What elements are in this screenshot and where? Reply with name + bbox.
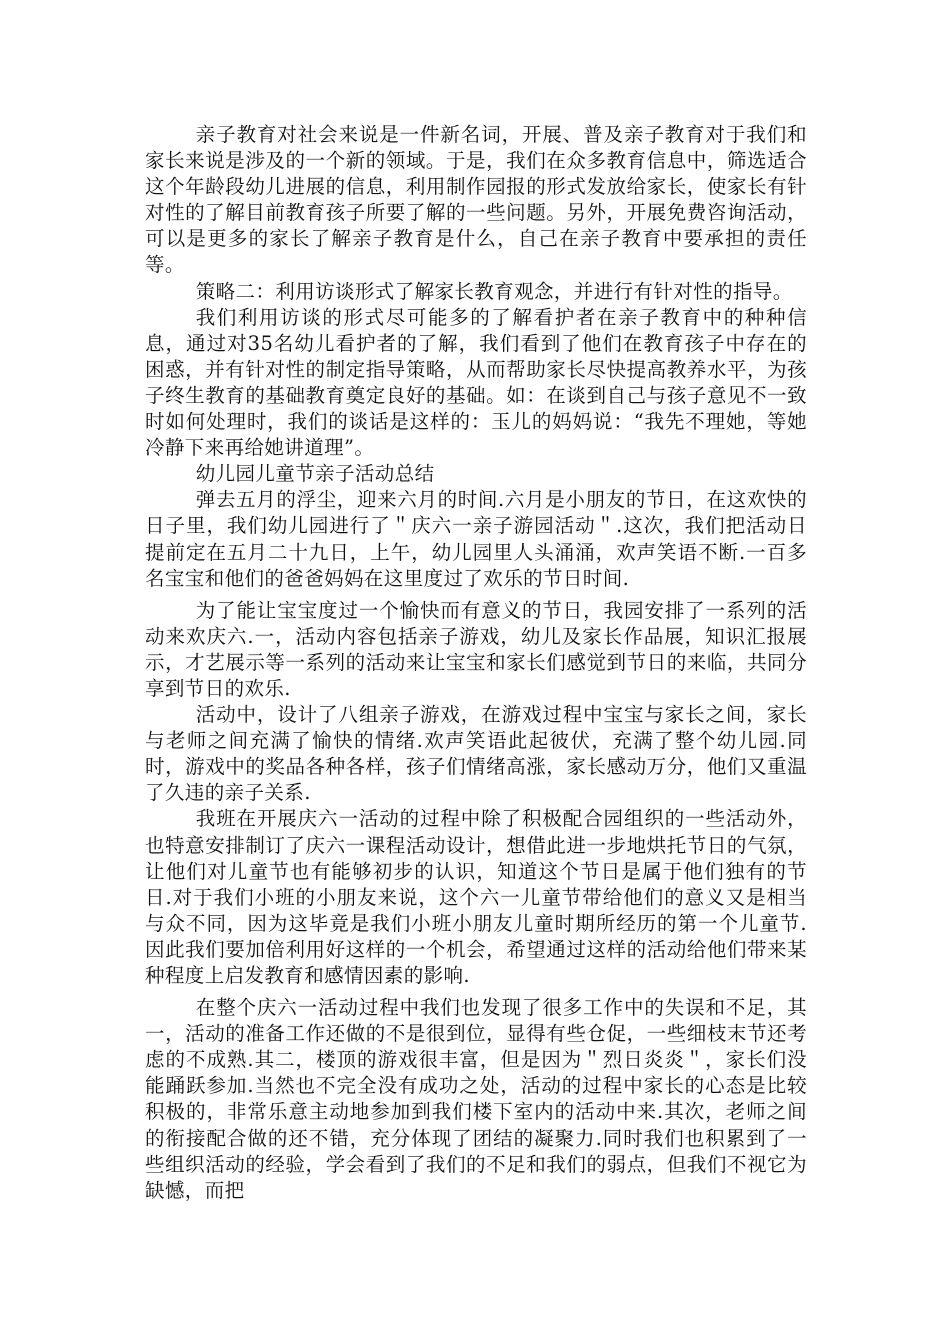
paragraph-class-activities: 我班在开展庆六一活动的过程中除了积极配合园组织的一些活动外，也特意安排制订了庆六一课程活动设计，想借此进一步地烘托节日的气氛，让他们对儿童节也有能够初步的认识，知道这个节日是属于他们独有的节日.对于我们小班的小朋友来说，这个六一儿童节带给他们的意义又是相当与众不同，因为这毕竟是我们小班小朋友儿童时期所经历的第一个儿童节.因此我们要加倍利用好这样的一个机会，希望通过这样的活动给他们带来某种程度上启发教育和感情因素的影响. <box>145 807 807 987</box>
document-body <box>145 122 807 1204</box>
paragraph-reflection: 在整个庆六一活动过程中我们也发现了很多工作中的失误和不足，其一，活动的准备工作还做的不是很到位，显得有些仓促，一些细枝末节还考虑的不成熟.其二，楼顶的游戏很丰富，但是因为＂烈日炎炎＂，家长们没能踊跃参加.当然也不完全没有成功之处，活动的过程中家长的心态是比较积极的，非常乐意主动地参加到我们楼下室内的活动中来.其次，老师之间的衔接配合做的还不错，充分体现了团结的凝聚力.同时我们也积累到了一些组织活动的经验，学会看到了我们的不足和我们的弱点，但我们不视它为缺憾，而把 <box>145 996 807 1202</box>
paragraph-interview: 我们利用访谈的形式尽可能多的了解看护者在亲子教育中的种种信息，通过对35名幼儿看护者的了解，我们看到了他们在教育孩子中存在的困惑，并有针对性的制定指导策略，从而帮助家长尽快提高教养水平，为孩子终生教育的基础教育奠定良好的基础。如：在谈到自己与孩子意见不一致时如何处理时，我们的谈话是这样的：玉儿的妈妈说：“我先不理她，等她冷静下来再给她讲道理”。 <box>145 305 807 460</box>
paragraph-strategy-two: 策略二：利用访谈形式了解家长教育观念，并进行有针对性的指导。 <box>195 279 793 303</box>
paragraph-games: 活动中，设计了八组亲子游戏，在游戏过程中宝宝与家长之间，家长与老师之间充满了愉快的情绪.欢声笑语此起彼伏，充满了整个幼儿园.同时，游戏中的奖品各种各样，孩子们情绪高涨，家长感动万分，他们又重温了久违的亲子关系. <box>145 703 807 805</box>
paragraph-june-intro: 弹去五月的浮尘，迎来六月的时间.六月是小朋友的节日，在这欢快的日子里，我们幼儿园进行了＂庆六一亲子游园活动＂.这次，我们把活动日提前定在五月二十九日，上午，幼儿园里人头涌涌，欢声笑语不断.一百多名宝宝和他们的爸爸妈妈在这里度过了欢乐的节日时间. <box>145 488 807 590</box>
paragraph-parent-education-intro: 亲子教育对社会来说是一件新名词，开展、普及亲子教育对于我们和家长来说是涉及的一个新的领域。于是，我们在众多教育信息中，筛选适合这个年龄段幼儿进展的信息，利用制作园报的形式发放给家长，使家长有针对性的了解目前教育孩子所要了解的一些问题。另外，开展免费咨询活动，可以是更多的家长了解亲子教育是什么，自己在亲子教育中要承担的责任等。 <box>145 123 807 277</box>
section-heading: 幼儿园儿童节亲子活动总结 <box>195 462 435 486</box>
paragraph-activities: 为了能让宝宝度过一个愉快而有意义的节日，我园安排了一系列的活动来欢庆六.一，活动内容包括亲子游戏，幼儿及家长作品展，知识汇报展示，才艺展示等一系列的活动来让宝宝和家长们感觉到节日的来临，共同分享到节日的欢乐. <box>145 598 807 700</box>
